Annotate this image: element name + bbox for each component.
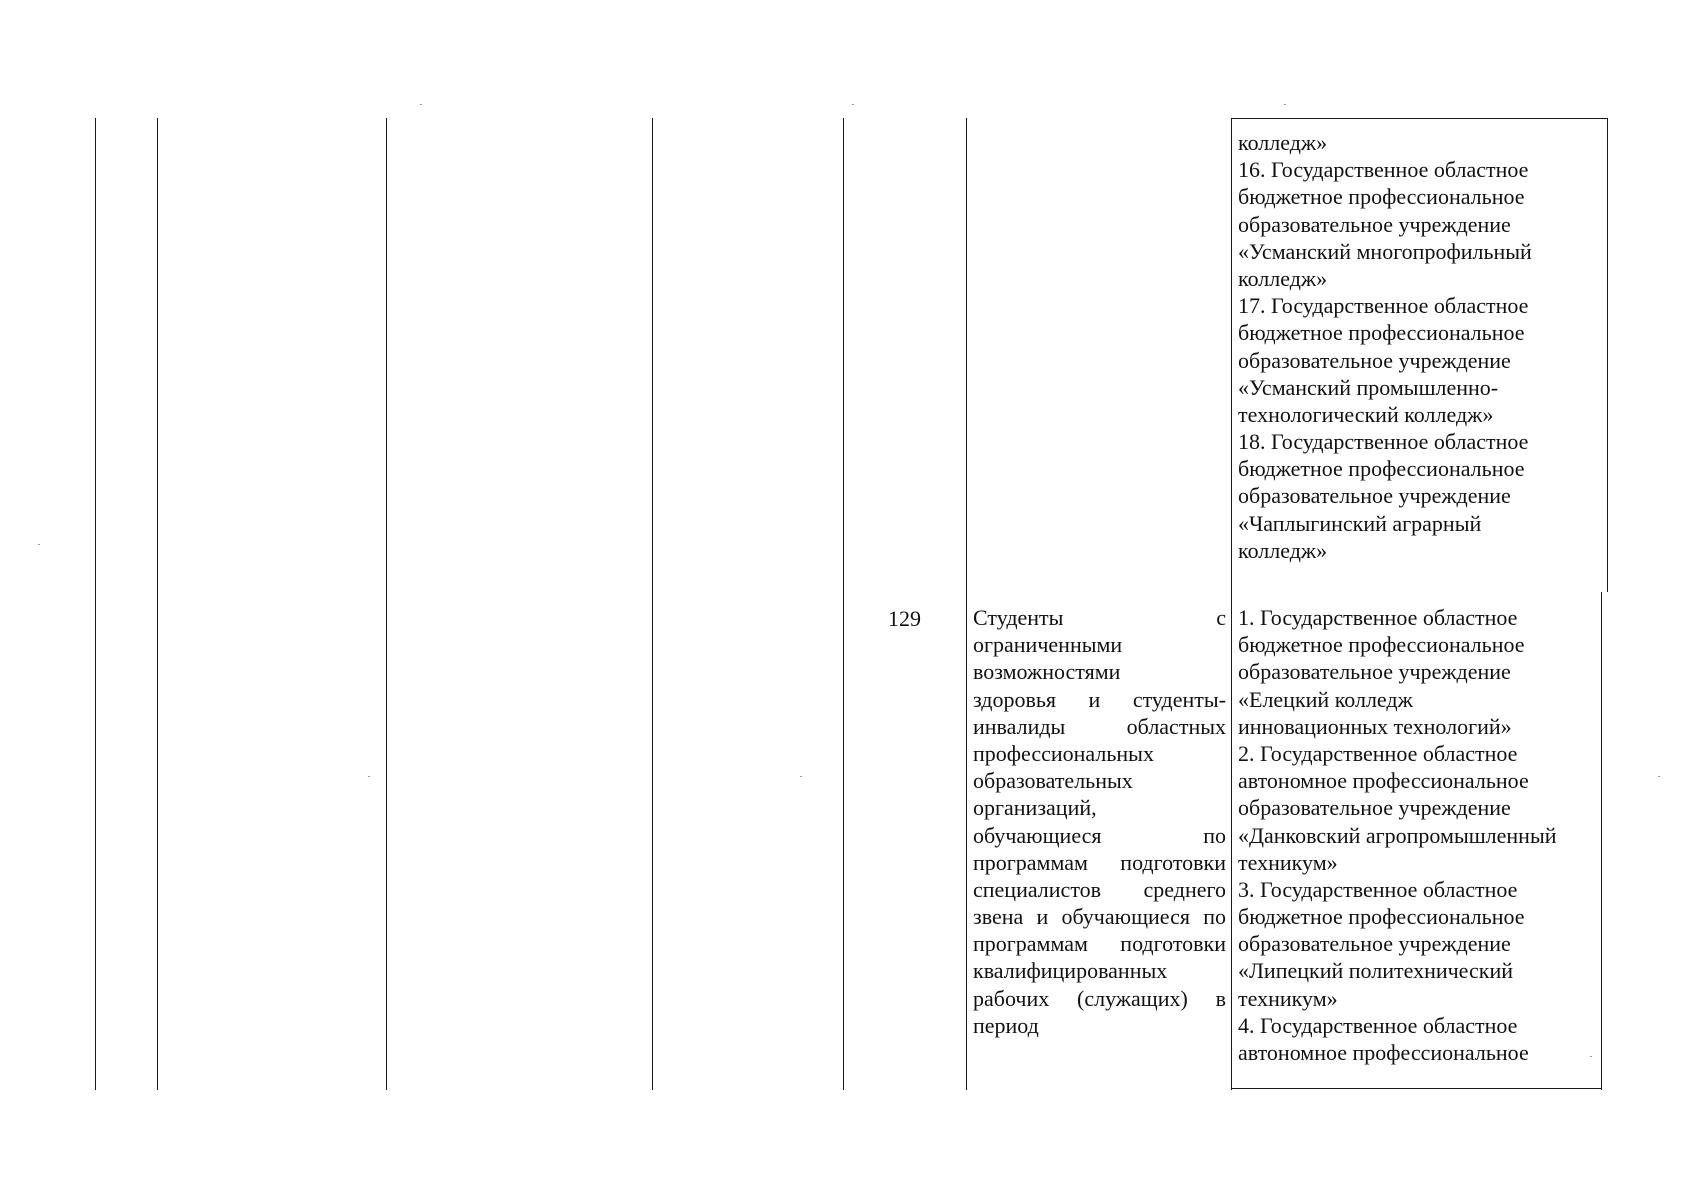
category-line (973, 658, 1226, 685)
text-line: «Усманский многопрофильный (1238, 238, 1532, 264)
scan-speck (368, 776, 370, 777)
text-line: автономное профессиональное (1238, 1040, 1529, 1065)
category-line (973, 903, 1226, 930)
category-word: среднего (1143, 876, 1226, 902)
text-line: «Данковский агропромышленный (1238, 822, 1557, 848)
text-line: «Усманский промышленно- (1238, 374, 1499, 400)
scan-speck (420, 104, 422, 105)
category-word: период (973, 1012, 1039, 1038)
right-table-border-orgs-upper (1607, 118, 1608, 592)
right-table-border-orgs-lower (1601, 592, 1602, 1090)
left-table-border-2 (157, 118, 158, 1090)
scan-speck (38, 544, 40, 545)
category-line (973, 631, 1226, 658)
text-line: образовательное учреждение (1238, 795, 1511, 821)
category-word: программам (973, 849, 1088, 875)
scan-speck (1284, 104, 1286, 105)
category-word: организаций, (973, 795, 1097, 821)
text-line: бюджетное профессиональное (1238, 320, 1525, 346)
left-table-border-4 (652, 118, 653, 1090)
text-line: автономное профессиональное (1238, 768, 1529, 794)
text-line: инновационных технологий» (1238, 713, 1512, 739)
text-line: образовательное учреждение (1238, 347, 1511, 373)
category-word: подготовки (1120, 931, 1226, 957)
category-word: возможностями (973, 659, 1121, 685)
category-word: звена (973, 904, 1024, 930)
category-word: (служащих) (1077, 985, 1188, 1011)
text-line: «Липецкий политехнический (1238, 958, 1513, 984)
category-line (973, 876, 1226, 903)
category-word: здоровья (973, 686, 1057, 712)
right-table-border-number (966, 118, 967, 1090)
category-word: и (1036, 904, 1049, 930)
text-line: техникум» (1238, 985, 1338, 1011)
category-word: по (1203, 904, 1226, 930)
text-line: 4. Государственное областное (1238, 1012, 1518, 1038)
organizations-list (1238, 604, 1600, 1066)
category-word: в (1215, 985, 1226, 1011)
category-word: с (1216, 605, 1226, 630)
category-word: квалифицированных (973, 958, 1168, 984)
category-line (973, 849, 1226, 876)
category-line (973, 957, 1226, 984)
category-line (973, 794, 1226, 821)
text-line: 2. Государственное областное (1238, 740, 1518, 766)
text-line: образовательное учреждение (1238, 211, 1511, 237)
category-word: областных (1126, 713, 1226, 739)
category-word: обучающиеся (973, 822, 1102, 848)
category-line (973, 930, 1226, 957)
text-line: бюджетное профессиональное (1238, 904, 1525, 930)
category-word: Студенты (973, 605, 1064, 630)
text-line: образовательное учреждение (1238, 931, 1511, 957)
category-line (973, 822, 1226, 849)
category-line (973, 1012, 1226, 1039)
category-word: инвалиды (973, 713, 1066, 739)
text-line: «Чаплыгинский аграрный (1238, 510, 1482, 536)
scan-speck (852, 104, 854, 105)
text-line: колледж» (1238, 265, 1328, 291)
category-word: специалистов (973, 876, 1102, 902)
text-line: «Елецкий колледж (1238, 686, 1413, 712)
text-line: колледж» (1238, 130, 1328, 155)
text-line: образовательное учреждение (1238, 659, 1511, 685)
right-table-border-category (1231, 118, 1232, 1090)
text-line: колледж» (1238, 537, 1328, 563)
right-table-border-left (843, 118, 844, 1090)
category-word: обучающиеся (1061, 904, 1190, 930)
category-word: программам (973, 931, 1088, 957)
category-word: студенты- (1132, 686, 1226, 712)
category-word: подготовки (1120, 849, 1226, 875)
row-number: 129 (888, 606, 921, 631)
left-table-border-1 (95, 118, 96, 1090)
text-line: бюджетное профессиональное (1238, 456, 1525, 482)
text-line: бюджетное профессиональное (1238, 632, 1525, 658)
text-line: 16. Государственное областное (1238, 157, 1529, 183)
scan-speck (800, 776, 802, 777)
text-line: технологический колледж» (1238, 401, 1494, 427)
text-line: 3. Государственное областное (1238, 876, 1518, 902)
text-line: 17. Государственное областное (1238, 293, 1529, 319)
text-line: техникум» (1238, 849, 1338, 875)
category-description (973, 604, 1226, 1039)
category-word: по (1203, 822, 1226, 848)
category-word: профессиональных (973, 740, 1154, 766)
continued-organizations-list (1238, 129, 1600, 564)
text-line: 1. Государственное областное (1238, 605, 1518, 630)
category-word: ограниченными (973, 632, 1123, 658)
category-line (973, 604, 1226, 631)
category-word: и (1088, 686, 1101, 712)
category-line (973, 740, 1226, 767)
category-line (973, 767, 1226, 794)
right-table-top-border (1231, 118, 1608, 119)
text-line: бюджетное профессиональное (1238, 184, 1525, 210)
category-line (973, 713, 1226, 740)
text-line: образовательное учреждение (1238, 483, 1511, 509)
category-line (973, 985, 1226, 1012)
right-table-bottom-border (1231, 1088, 1602, 1089)
left-table-border-3 (386, 118, 387, 1090)
category-word: образовательных (973, 768, 1133, 794)
category-line (973, 686, 1226, 713)
category-word: рабочих (973, 985, 1050, 1011)
scan-speck (1658, 776, 1660, 777)
text-line: 18. Государственное областное (1238, 429, 1529, 455)
